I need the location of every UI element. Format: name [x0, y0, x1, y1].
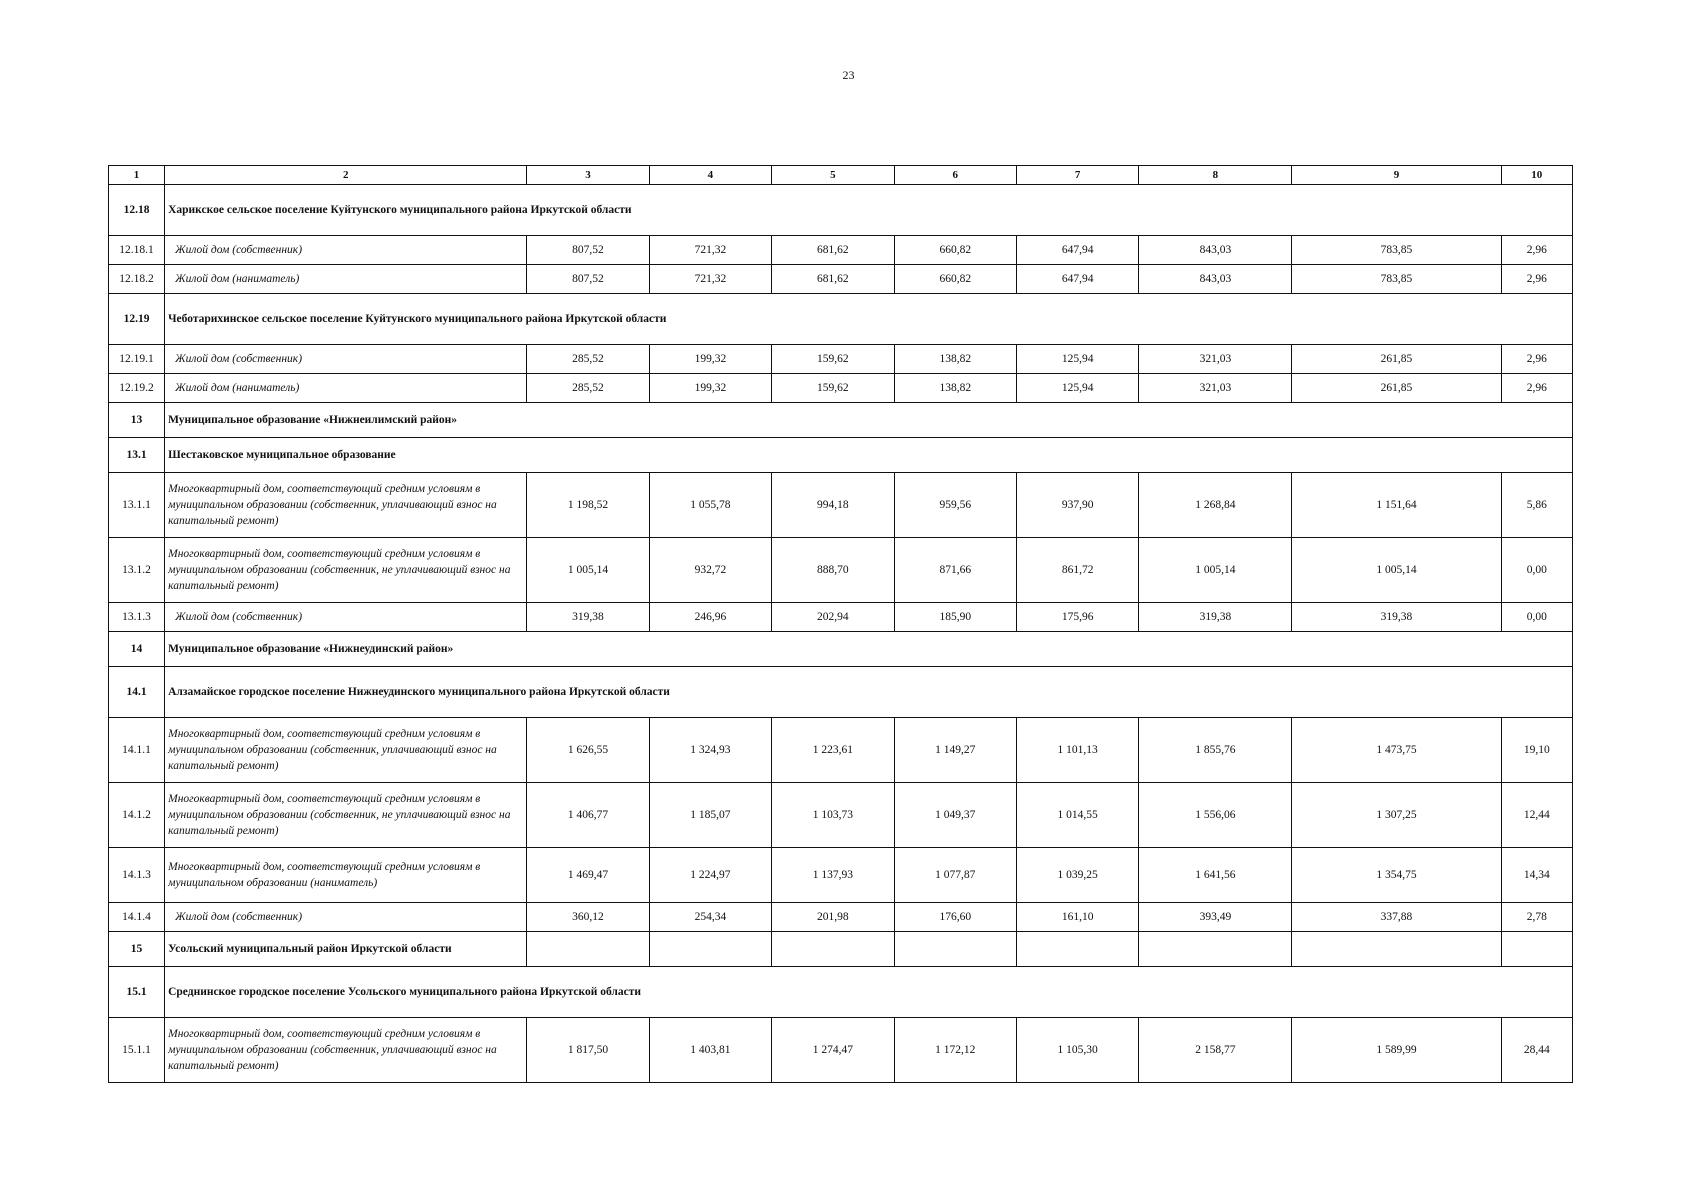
row-code: 15.1.1 [109, 1018, 165, 1083]
value-cell: 1 055,78 [649, 473, 771, 538]
value-cell: 5,86 [1501, 473, 1572, 538]
value-cell: 1 354,75 [1292, 848, 1501, 903]
value-cell: 321,03 [1139, 345, 1292, 374]
value-cell: 19,10 [1501, 718, 1572, 783]
value-cell [649, 932, 771, 967]
value-cell: 1 403,81 [649, 1018, 771, 1083]
value-cell: 1 626,55 [527, 718, 649, 783]
value-cell: 199,32 [649, 374, 771, 403]
value-cell: 319,38 [1292, 603, 1501, 632]
value-cell: 871,66 [894, 538, 1016, 603]
value-cell: 1 469,47 [527, 848, 649, 903]
value-cell: 1 556,06 [1139, 783, 1292, 848]
value-cell: 660,82 [894, 265, 1016, 294]
value-cell: 254,34 [649, 903, 771, 932]
value-cell: 721,32 [649, 236, 771, 265]
value-cell: 1 268,84 [1139, 473, 1292, 538]
value-cell: 28,44 [1501, 1018, 1572, 1083]
value-cell: 994,18 [772, 473, 894, 538]
row-code: 15 [109, 932, 165, 967]
row-name: Многоквартирный дом, соответствующий средним условиям в муниципальном образовании (собственник, не уплачивающий взнос на капитальный ремонт) [165, 538, 527, 603]
value-cell: 319,38 [527, 603, 649, 632]
value-cell [1139, 932, 1292, 967]
value-cell: 337,88 [1292, 903, 1501, 932]
value-cell: 1 005,14 [1139, 538, 1292, 603]
value-cell: 783,85 [1292, 236, 1501, 265]
table-row [109, 603, 1573, 632]
value-cell: 1 307,25 [1292, 783, 1501, 848]
value-cell: 1 049,37 [894, 783, 1016, 848]
value-cell [894, 932, 1016, 967]
value-cell: 1 185,07 [649, 783, 771, 848]
value-cell: 125,94 [1016, 345, 1138, 374]
row-name: Многоквартирный дом, соответствующий средним условиям в муниципальном образовании (собственник, не уплачивающий взнос на капитальный ремонт) [165, 783, 527, 848]
value-cell: 0,00 [1501, 538, 1572, 603]
value-cell: 1 103,73 [772, 783, 894, 848]
value-cell: 14,34 [1501, 848, 1572, 903]
value-cell: 783,85 [1292, 265, 1501, 294]
column-header: 2 [165, 166, 527, 185]
row-name: Жилой дом (собственник) [165, 236, 527, 265]
value-cell: 202,94 [772, 603, 894, 632]
value-cell: 1 198,52 [527, 473, 649, 538]
row-name: Жилой дом (наниматель) [165, 374, 527, 403]
row-name: Чеботарихинское сельское поселение Куйтунского муниципального района Иркутской области [165, 294, 1573, 345]
row-code: 14.1.2 [109, 783, 165, 848]
column-header: 5 [772, 166, 894, 185]
value-cell: 2,78 [1501, 903, 1572, 932]
value-cell: 2,96 [1501, 236, 1572, 265]
table-row [109, 632, 1573, 667]
value-cell: 12,44 [1501, 783, 1572, 848]
value-cell: 2 158,77 [1139, 1018, 1292, 1083]
value-cell: 159,62 [772, 345, 894, 374]
value-cell: 1 077,87 [894, 848, 1016, 903]
row-code: 13.1 [109, 438, 165, 473]
row-code: 13.1.1 [109, 473, 165, 538]
table-row [109, 438, 1573, 473]
value-cell: 1 473,75 [1292, 718, 1501, 783]
row-name: Жилой дом (собственник) [165, 903, 527, 932]
table-row [109, 932, 1573, 967]
value-cell [772, 932, 894, 967]
table-row [109, 1018, 1573, 1083]
table-body [109, 166, 1573, 1083]
value-cell: 1 149,27 [894, 718, 1016, 783]
table-row [109, 667, 1573, 718]
value-cell: 285,52 [527, 345, 649, 374]
value-cell [527, 932, 649, 967]
value-cell: 843,03 [1139, 265, 1292, 294]
value-cell: 246,96 [649, 603, 771, 632]
value-cell: 1 105,30 [1016, 1018, 1138, 1083]
table-row [109, 345, 1573, 374]
table-row [109, 403, 1573, 438]
row-name: Многоквартирный дом, соответствующий средним условиям в муниципальном образовании (собственник, уплачивающий взнос на капитальный ремонт) [165, 473, 527, 538]
value-cell: 1 641,56 [1139, 848, 1292, 903]
value-cell: 285,52 [527, 374, 649, 403]
value-cell: 1 224,97 [649, 848, 771, 903]
value-cell: 681,62 [772, 265, 894, 294]
value-cell: 159,62 [772, 374, 894, 403]
column-header: 4 [649, 166, 771, 185]
value-cell: 1 589,99 [1292, 1018, 1501, 1083]
row-name: Алзамайское городское поселение Нижнеудинского муниципального района Иркутской области [165, 667, 1573, 718]
value-cell: 937,90 [1016, 473, 1138, 538]
value-cell: 1 005,14 [1292, 538, 1501, 603]
value-cell: 843,03 [1139, 236, 1292, 265]
value-cell [1016, 932, 1138, 967]
value-cell: 201,98 [772, 903, 894, 932]
column-header: 3 [527, 166, 649, 185]
value-cell: 125,94 [1016, 374, 1138, 403]
row-code: 14 [109, 632, 165, 667]
value-cell: 261,85 [1292, 374, 1501, 403]
row-name: Многоквартирный дом, соответствующий средним условиям в муниципальном образовании (собственник, уплачивающий взнос на капитальный ремонт) [165, 718, 527, 783]
table-row [109, 265, 1573, 294]
column-header: 9 [1292, 166, 1501, 185]
value-cell: 138,82 [894, 374, 1016, 403]
table-row [109, 903, 1573, 932]
row-name: Жилой дом (собственник) [165, 603, 527, 632]
row-name: Многоквартирный дом, соответствующий средним условиям в муниципальном образовании (собственник, уплачивающий взнос на капитальный ремонт) [165, 1018, 527, 1083]
row-code: 12.19.1 [109, 345, 165, 374]
value-cell: 721,32 [649, 265, 771, 294]
value-cell: 2,96 [1501, 265, 1572, 294]
table-row [109, 718, 1573, 783]
row-name: Жилой дом (собственник) [165, 345, 527, 374]
page-number: 23 [842, 68, 855, 82]
value-cell: 1 406,77 [527, 783, 649, 848]
value-cell: 360,12 [527, 903, 649, 932]
value-cell: 1 172,12 [894, 1018, 1016, 1083]
value-cell: 185,90 [894, 603, 1016, 632]
row-code: 13 [109, 403, 165, 438]
row-name: Усольский муниципальный район Иркутской области [165, 932, 527, 967]
column-header-row [109, 166, 1573, 185]
row-code: 12.18.1 [109, 236, 165, 265]
row-code: 12.19.2 [109, 374, 165, 403]
value-cell: 681,62 [772, 236, 894, 265]
row-code: 13.1.3 [109, 603, 165, 632]
value-cell: 176,60 [894, 903, 1016, 932]
value-cell [1501, 932, 1572, 967]
value-cell: 807,52 [527, 236, 649, 265]
row-code: 12.18.2 [109, 265, 165, 294]
value-cell: 1 324,93 [649, 718, 771, 783]
row-name: Муниципальное образование «Нижнеудинский район» [165, 632, 1573, 667]
value-cell: 319,38 [1139, 603, 1292, 632]
value-cell: 888,70 [772, 538, 894, 603]
table-row [109, 294, 1573, 345]
row-name: Жилой дом (наниматель) [165, 265, 527, 294]
value-cell: 1 817,50 [527, 1018, 649, 1083]
value-cell: 0,00 [1501, 603, 1572, 632]
value-cell: 1 039,25 [1016, 848, 1138, 903]
row-code: 14.1.3 [109, 848, 165, 903]
row-name: Харикское сельское поселение Куйтунского муниципального района Иркутской области [165, 185, 1573, 236]
value-cell: 138,82 [894, 345, 1016, 374]
table-row [109, 783, 1573, 848]
row-code: 14.1.4 [109, 903, 165, 932]
value-cell: 1 101,13 [1016, 718, 1138, 783]
table-row [109, 374, 1573, 403]
table-row [109, 185, 1573, 236]
column-header: 6 [894, 166, 1016, 185]
column-header: 1 [109, 166, 165, 185]
value-cell: 1 137,93 [772, 848, 894, 903]
value-cell: 161,10 [1016, 903, 1138, 932]
value-cell: 1 005,14 [527, 538, 649, 603]
value-cell: 393,49 [1139, 903, 1292, 932]
table-row [109, 967, 1573, 1018]
value-cell: 261,85 [1292, 345, 1501, 374]
row-code: 14.1.1 [109, 718, 165, 783]
value-cell: 1 151,64 [1292, 473, 1501, 538]
table-row [109, 236, 1573, 265]
column-header: 7 [1016, 166, 1138, 185]
value-cell: 647,94 [1016, 265, 1138, 294]
value-cell: 647,94 [1016, 236, 1138, 265]
row-code: 15.1 [109, 967, 165, 1018]
value-cell: 1 014,55 [1016, 783, 1138, 848]
table-row [109, 473, 1573, 538]
row-code: 12.18 [109, 185, 165, 236]
value-cell: 321,03 [1139, 374, 1292, 403]
value-cell: 807,52 [527, 265, 649, 294]
column-header: 10 [1501, 166, 1572, 185]
row-code: 12.19 [109, 294, 165, 345]
row-name: Среднинское городское поселение Усольского муниципального района Иркутской области [165, 967, 1573, 1018]
value-cell: 2,96 [1501, 345, 1572, 374]
value-cell [1292, 932, 1501, 967]
value-cell: 932,72 [649, 538, 771, 603]
row-code: 13.1.2 [109, 538, 165, 603]
value-cell: 1 274,47 [772, 1018, 894, 1083]
value-cell: 660,82 [894, 236, 1016, 265]
table-row [109, 538, 1573, 603]
row-code: 14.1 [109, 667, 165, 718]
value-cell: 175,96 [1016, 603, 1138, 632]
row-name: Многоквартирный дом, соответствующий средним условиям в муниципальном образовании (наниматель) [165, 848, 527, 903]
tariff-table [108, 165, 1573, 1083]
value-cell: 1 223,61 [772, 718, 894, 783]
value-cell: 2,96 [1501, 374, 1572, 403]
row-name: Шестаковское муниципальное образование [165, 438, 1573, 473]
value-cell: 1 855,76 [1139, 718, 1292, 783]
value-cell: 959,56 [894, 473, 1016, 538]
row-name: Муниципальное образование «Нижнеилимский район» [165, 403, 1573, 438]
value-cell: 199,32 [649, 345, 771, 374]
table-row [109, 848, 1573, 903]
column-header: 8 [1139, 166, 1292, 185]
value-cell: 861,72 [1016, 538, 1138, 603]
